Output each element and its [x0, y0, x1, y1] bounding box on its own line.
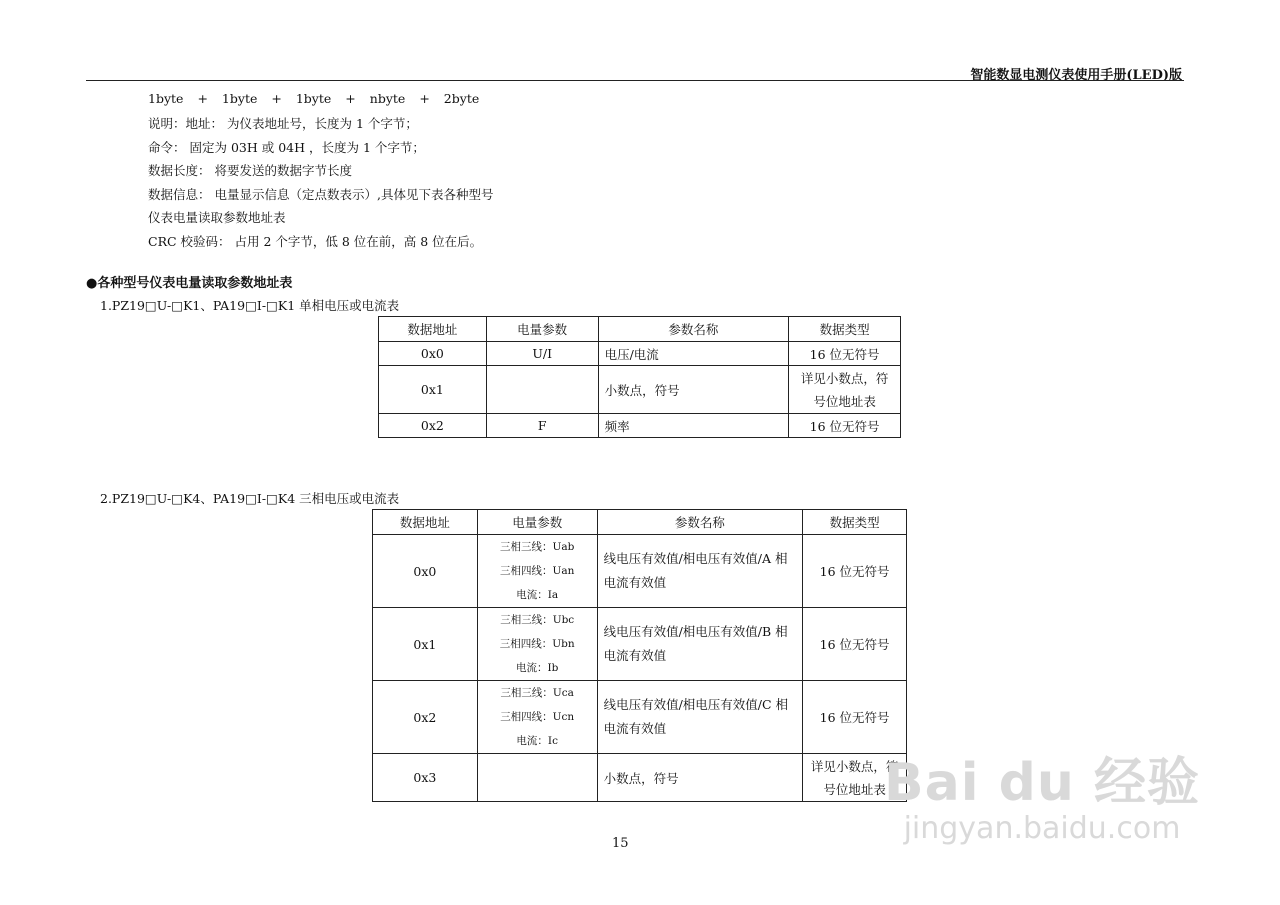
param-line: 三相三线：Uab — [500, 541, 575, 553]
cell-type: 16 位无符号 — [789, 342, 901, 366]
param-line: 三相三线：Ubc — [500, 614, 575, 626]
table1-caption: 1.PZ19□U-□K1、PA19□I-□K1 单相电压或电流表 — [100, 298, 400, 313]
col-header-type: 数据类型 — [789, 317, 901, 342]
param-line: 三相四线：Ucn — [500, 711, 575, 723]
byte-field: 2byte — [443, 91, 480, 106]
param-line: 电流：Ic — [516, 735, 558, 747]
byte-field: 1byte — [148, 91, 184, 106]
table-row — [373, 681, 907, 754]
cell-param — [477, 608, 597, 681]
plus-sign: + — [197, 91, 208, 106]
cell-name: 小数点，符号 — [597, 754, 803, 802]
cell-address: 0x0 — [379, 342, 487, 366]
table-row — [373, 608, 907, 681]
cell-param — [477, 754, 597, 802]
table-row — [373, 535, 907, 608]
single-phase-address-table — [378, 316, 901, 438]
plus-sign: + — [271, 91, 282, 106]
desc-crc: CRC 校验码： 占用 2 个字节，低 8 位在前，高 8 位在后。 — [148, 234, 483, 249]
cell-name: 线电压有效值/相电压有效值/C 相电流有效值 — [597, 681, 803, 754]
table-row — [373, 754, 907, 802]
table-row — [379, 342, 901, 366]
param-line: 三相四线：Uan — [500, 565, 575, 577]
desc-address: 说明：地址： 为仪表地址号，长度为 1 个字节； — [148, 116, 418, 131]
plus-sign: + — [345, 91, 356, 106]
cell-param — [477, 535, 597, 608]
watermark-url: jingyan.baidu.com — [903, 811, 1181, 846]
section-title: ●各种型号仪表电量读取参数地址表 — [86, 276, 293, 291]
table-header-row — [373, 510, 907, 535]
cell-type: 16 位无符号 — [789, 414, 901, 438]
cell-param — [477, 681, 597, 754]
col-header-param: 电量参数 — [477, 510, 597, 535]
cell-address: 0x1 — [373, 608, 478, 681]
table-header-row — [379, 317, 901, 342]
param-line: 电流：Ib — [516, 662, 559, 674]
param-line: 三相三线：Uca — [500, 687, 574, 699]
param-line: 电流：Ia — [516, 589, 559, 601]
desc-data-length: 数据长度： 将要发送的数据字节长度 — [148, 163, 352, 178]
cell-type: 16 位无符号 — [803, 681, 907, 754]
cell-address: 0x1 — [379, 366, 487, 414]
desc-data-info: 数据信息： 电量显示信息（定点数表示）,具体见下表各种型号 — [148, 187, 494, 202]
cell-address: 0x3 — [373, 754, 478, 802]
byte-field: 1byte — [221, 91, 258, 106]
cell-name: 频率 — [598, 414, 789, 438]
cell-type: 详见小数点，符号位地址表 — [789, 366, 901, 414]
cell-name: 线电压有效值/相电压有效值/B 相电流有效值 — [597, 608, 803, 681]
byte-field: nbyte — [369, 91, 406, 106]
cell-param — [486, 366, 598, 414]
cell-address: 0x2 — [379, 414, 487, 438]
plus-sign: + — [419, 91, 430, 106]
watermark-logo: Bai du 经验 — [884, 753, 1200, 813]
cell-name: 小数点，符号 — [598, 366, 789, 414]
header-title: 智能数显电测仪表使用手册(LED)版 — [970, 68, 1182, 83]
col-header-address: 数据地址 — [373, 510, 478, 535]
cell-param: F — [486, 414, 598, 438]
desc-table-ref: 仪表电量读取参数地址表 — [148, 210, 286, 225]
byte-field: 1byte — [295, 91, 332, 106]
col-header-address: 数据地址 — [379, 317, 487, 342]
baidu-watermark — [884, 740, 1200, 846]
col-header-type: 数据类型 — [803, 510, 907, 535]
header-rule — [86, 80, 1184, 81]
param-line: 三相四线：Ubn — [499, 638, 575, 650]
col-header-name: 参数名称 — [597, 510, 803, 535]
page-number: 15 — [612, 836, 629, 851]
desc-command: 命令： 固定为 03H 或 04H ，长度为 1 个字节； — [148, 140, 425, 155]
col-header-name: 参数名称 — [598, 317, 789, 342]
cell-name: 电压/电流 — [598, 342, 789, 366]
table-row — [379, 366, 901, 414]
cell-type: 16 位无符号 — [803, 535, 907, 608]
table2-caption: 2.PZ19□U-□K4、PA19□I-□K4 三相电压或电流表 — [100, 491, 400, 506]
table-row — [379, 414, 901, 438]
cell-type: 16 位无符号 — [803, 608, 907, 681]
col-header-param: 电量参数 — [486, 317, 598, 342]
cell-name: 线电压有效值/相电压有效值/A 相电流有效值 — [597, 535, 803, 608]
three-phase-address-table — [372, 509, 907, 802]
cell-address: 0x0 — [373, 535, 478, 608]
cell-type: 详见小数点，符号位地址表 — [803, 754, 907, 802]
frame-bytes — [148, 91, 479, 106]
cell-param: U/I — [486, 342, 598, 366]
cell-address: 0x2 — [373, 681, 478, 754]
